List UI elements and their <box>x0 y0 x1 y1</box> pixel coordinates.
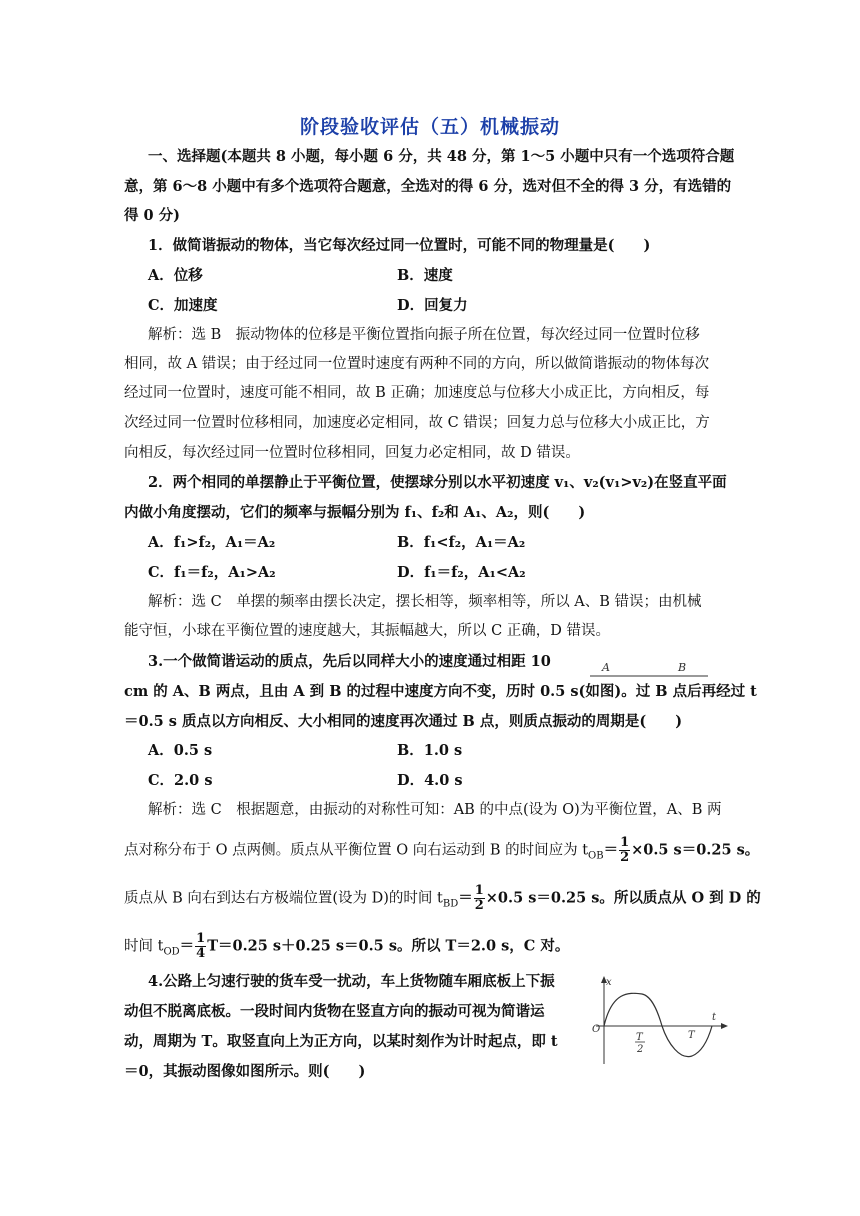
q1-stem: 1．做简谐振动的物体，当它每次经过同一位置时，可能不同的物理量是( ) <box>148 237 651 254</box>
q3-stem-line1: 3.一个做简谐运动的质点，先后以同样大小的速度通过相距 10 <box>148 653 551 670</box>
q3-stem-line2: cm 的 A、B 两点，且由 A 到 B 的过程中速度方向不变，历时 0.5 s(如图)。过 B 点后再经过 t <box>124 683 757 700</box>
q2-stem-line1: 2．两个相同的单摆静止于平衡位置，使摆球分别以水平初速度 v₁、v₂(v₁>v₂)在竖直平面 <box>148 474 727 491</box>
fraction-denominator: 2 <box>620 850 630 865</box>
q2-analysis-line1: 解析：选 C 单摆的频率由摆长决定，摆长相等，频率相等，所以 A、B 错误；由机械 <box>148 594 702 610</box>
q3-stem-line3: ＝0.5 s 质点以方向相反、大小相同的速度再次通过 B 点，则质点振动的周期是( ) <box>124 713 683 730</box>
section-header-line1: 一、选择题(本题共 8 小题，每小题 6 分，共 48 分，第 1～5 小题中只有一个选项符合题 <box>148 148 735 165</box>
graph-label-origin: O <box>592 1024 601 1035</box>
text-run: ＝ <box>179 937 195 955</box>
q3-analysis-line4 <box>124 932 740 962</box>
q2-option-b: B．f₁<f₂，A₁＝A₂ <box>397 534 526 551</box>
q4-stem-line2: 动但不脱离底板。一段时间内货物在竖直方向的振动可视为简谐运 <box>124 1003 545 1020</box>
q4-stem-line4: ＝0，其振动图像如图所示。则( ) <box>124 1063 366 1080</box>
q2-option-c: C．f₁＝f₂，A₁>A₂ <box>148 564 276 581</box>
q1-analysis-line5: 向相反，每次经过同一位置时位移相同，回复力必定相同，故 D 错误。 <box>124 445 580 461</box>
q2-analysis-line2: 能守恒，小球在平衡位置的速度越大，其振幅越大，所以 C 正确，D 错误。 <box>124 623 611 639</box>
fraction-denominator: 2 <box>474 898 484 913</box>
q3-analysis-line2 <box>124 836 774 866</box>
q1-option-d: D．回复力 <box>397 297 468 314</box>
text-run: 点对称分布于 O 点两侧。质点从平衡位置 O 向右运动到 B 的时间应为 t <box>124 842 589 859</box>
fraction-quarter <box>195 932 206 961</box>
q3-option-c: C．2.0 s <box>148 772 213 789</box>
text-run: ＝ <box>603 841 619 859</box>
q2-stem-line2: 内做小角度摆动，它们的频率与振幅分别为 f₁、f₂和 A₁、A₂，则( ) <box>124 504 586 521</box>
q3-analysis-line3 <box>124 883 761 914</box>
graph-label-x: x <box>606 977 612 988</box>
subscript: BD <box>442 898 459 910</box>
section-header-line3: 得 0 分) <box>124 207 181 224</box>
subscript: OD <box>163 946 180 958</box>
q4-stem-line1: 4.公路上匀速行驶的货车受一扰动，车上货物随车厢底板上下振 <box>148 973 555 990</box>
q3-figure-line-ab <box>590 660 710 682</box>
q4-stem-line3: 动，周期为 T。取竖直向上为正方向，以某时刻作为计时起点，即 t <box>124 1033 558 1050</box>
text-run: 质点从 B 向右到达右方极端位置(设为 D)的时间 t <box>124 890 443 907</box>
graph-label-half-t: T <box>636 1032 643 1043</box>
graph-label-half-den: 2 <box>637 1044 644 1055</box>
fraction-half <box>474 884 485 913</box>
q1-analysis-line4: 次经过同一位置时位移相同，加速度必定相同，故 C 错误；回复力总与位移大小成正比，方 <box>124 415 710 431</box>
page-title: 阶段验收评估（五）机械振动 <box>299 116 560 138</box>
q2-option-d: D．f₁＝f₂，A₁<A₂ <box>397 564 526 581</box>
text-run: ×0.5 s＝0.25 s。 <box>631 841 760 859</box>
section-header-line2: 意，第 6～8 小题中有多个选项符合题意，全选对的得 6 分，选对但不全的得 3 分，有选错的 <box>124 178 732 195</box>
q1-analysis-line3: 经过同一位置时，速度可能不相同，故 B 正确；加速度总与位移大小成正比，方向相反，每 <box>124 385 710 401</box>
q4-vibration-graph <box>588 972 730 1068</box>
text-run: ＝ <box>458 889 473 907</box>
fraction-denominator: 4 <box>196 946 206 961</box>
graph-label-t-axis: t <box>712 1012 717 1023</box>
q1-option-b: B．速度 <box>397 267 453 284</box>
q3-figure-label-b: B <box>678 661 687 674</box>
q2-option-a: A．f₁>f₂，A₁＝A₂ <box>148 534 276 551</box>
sine-curve <box>604 993 712 1056</box>
q3-option-b: B．1.0 s <box>397 742 463 759</box>
q3-option-a: A．0.5 s <box>148 742 213 759</box>
fraction-half <box>619 836 630 865</box>
q3-analysis-line1: 解析：选 C 根据题意，由振动的对称性可知：AB 的中点(设为 O)为平衡位置，A、B 两 <box>148 802 722 818</box>
text-run: 时间 t <box>124 938 164 955</box>
subscript: OB <box>588 850 604 862</box>
graph-label-t-period: T <box>688 1030 695 1041</box>
fraction-numerator: 1 <box>196 931 206 946</box>
q3-figure-label-a: A <box>602 661 610 674</box>
text-run: T＝0.25 s＋0.25 s＝0.5 s。所以 T＝2.0 s，C 对。 <box>207 937 570 955</box>
q1-analysis-line2: 相同，故 A 错误；由于经过同一位置时速度有两种不同的方向，所以做简谐振动的物体每次 <box>124 356 710 372</box>
text-run: ×0.5 s＝0.25 s。所以质点从 O 到 D 的 <box>485 889 761 907</box>
q1-analysis-line1: 解析：选 B 振动物体的位移是平衡位置指向振子所在位置，每次经过同一位置时位移 <box>148 327 700 343</box>
t-axis-arrow-icon <box>721 1023 728 1029</box>
q1-option-a: A．位移 <box>148 267 203 284</box>
q1-option-c: C．加速度 <box>148 297 218 314</box>
q3-option-d: D．4.0 s <box>397 772 463 789</box>
fraction-numerator: 1 <box>474 883 484 898</box>
fraction-numerator: 1 <box>620 835 630 850</box>
